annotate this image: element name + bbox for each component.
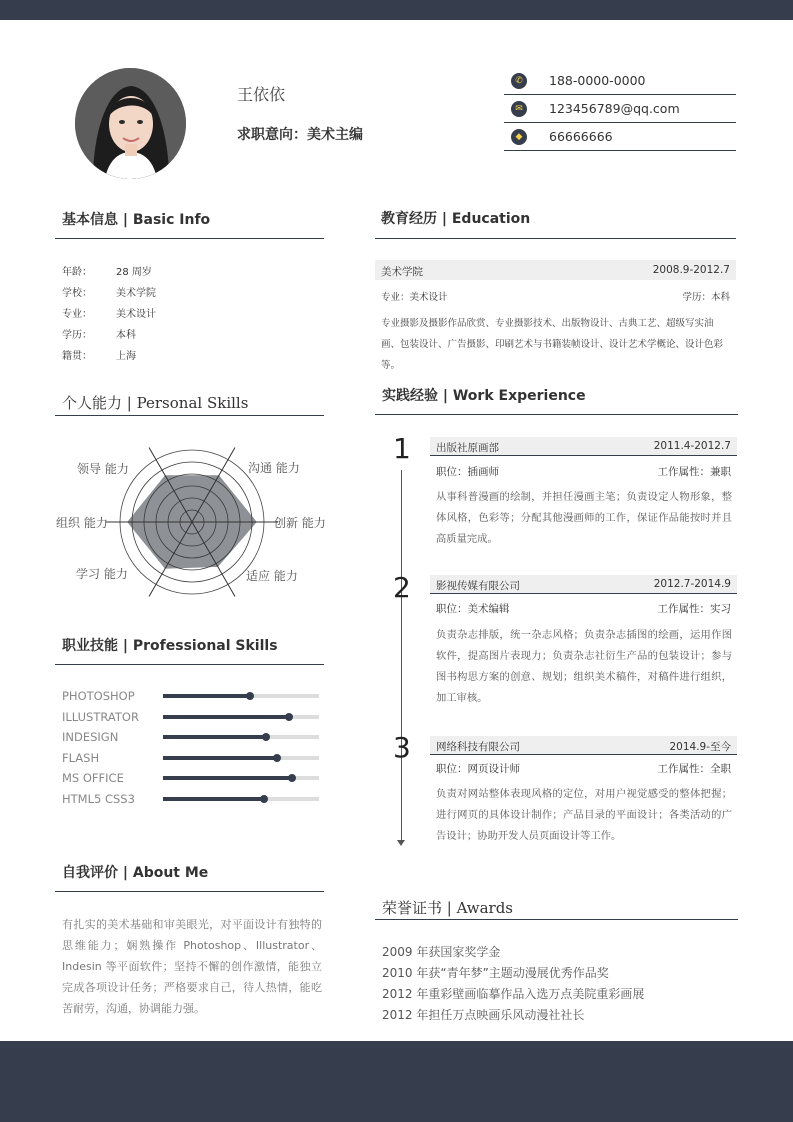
about-text: 有扎实的美术基础和审美眼光，对平面设计有独特的思维能力；娴熟操作 Photoshop、Illustrator、Indesin 等平面软件；坚持不懈的创作激情，能独立完成各项设计任务；严格要求自己，待人热情，能吃苦耐劳，沟通，协调能力强。 [62,918,322,1015]
skill-bar-fill [163,776,292,780]
info-value: 美术设计 [116,309,156,320]
job-type: 工作属性：实习 [657,603,731,615]
awards-title: 荣誉证书 | Awards [382,899,514,917]
personal-skills-rule [55,415,324,416]
info-key: 专业： [62,309,92,320]
education-rule [375,238,736,239]
info-key: 籍贯： [62,351,92,362]
qq-icon: ◆ [511,129,527,145]
info-value: 本科 [116,330,136,341]
job-description: 从事科普漫画的绘制，并担任漫画主笔；负责设定人物形象，整体风格，色彩等；分配其他漫画师的工作，保证作品能按时并且高质量完成。 [436,491,732,545]
skill-bar-fill [163,756,277,760]
info-value: 28 周岁 [116,267,152,278]
job-description: 负责杂志排版，统一杂志风格；负责杂志插图的绘画，运用作图软件，提高图片表现力；负责杂志社衍生产品的包装设计；参与图书构思方案的创意、规划；组织美术稿件，对稿件进行组织，加工审核。 [436,629,732,704]
skill-bar [163,715,319,719]
info-value: 美术学院 [116,288,156,299]
award-item: 2010 年获“青年梦”主题动漫展优秀作品奖 [382,966,609,980]
skill-bar [163,735,319,739]
mail-icon: ✉ [511,101,527,117]
education-major-line [381,289,730,303]
info-row-hometown [62,347,262,368]
job-period: 2011.4-2012.7 [653,440,731,452]
job-role: 职位：网页设计师 [436,763,520,775]
avatar [75,68,186,179]
job-period: 2014.9-至今 [669,741,731,753]
radar-label-adaptability: 适应 能力 [246,569,298,583]
info-key: 学历： [62,330,92,341]
job-number: 1 [393,432,411,465]
job-number: 2 [393,571,411,604]
skill-bar-knob [246,692,254,700]
skill-bar-fill [163,715,289,719]
basic-info-title: 基本信息 | Basic Info [62,212,211,228]
job-role-line [436,601,731,616]
skill-bar-knob [273,754,281,762]
skill-name: HTML5 CSS3 [62,792,135,806]
info-row-age [62,263,262,284]
job-role-line [436,464,731,479]
timeline-arrow-icon [397,840,405,846]
skill-bar-fill [163,735,266,739]
top-bar [0,0,793,20]
job-company: 网络科技有限公司 [436,741,520,753]
basic-info-rule [55,238,324,239]
radar-label-leadership: 领导 能力 [77,462,129,476]
skill-bar-knob [262,733,270,741]
education-description: 专业摄影及摄影作品欣赏、专业摄影技术、出版物设计、古典工艺、超级写实油画、包装设计、广告摄影、印刷艺术与书籍装帧设计、设计艺术学概论、设计色彩等。 [381,318,724,371]
radar-label-organization: 组织 能力 [56,516,108,530]
contact-email-text: 123456789@qq.com [549,101,680,116]
skill-name: ILLUSTRATOR [62,710,139,724]
skill-bar-knob [285,713,293,721]
job-role: 职位：美术编辑 [436,603,510,615]
work-rule [375,414,738,415]
avatar-image [75,68,186,179]
skill-bar-fill [163,797,264,801]
skill-name: FLASH [62,751,100,765]
info-row-school [62,284,262,305]
personal-skills-title: 个人能力 | Personal Skills [62,394,249,412]
skill-name: INDESIGN [62,730,119,744]
job-number: 3 [393,731,411,764]
candidate-name: 王依依 [237,85,286,104]
skill-bar-knob [288,774,296,782]
radar-label-learning: 学习 能力 [76,567,128,581]
job-bar [430,736,737,755]
awards-rule [375,919,738,920]
contact-qq-text: 66666666 [549,129,613,144]
skill-bar [163,756,319,760]
phone-icon: ✆ [511,73,527,89]
school-name: 美术学院 [381,266,423,278]
about-title: 自我评价 | About Me [62,865,209,881]
info-key: 学校： [62,288,92,299]
contact-email [504,96,736,123]
work-title: 实践经验 | Work Experience [382,388,586,404]
job-role: 职位：插画师 [436,466,499,478]
about-rule [55,891,324,892]
job-period: 2012.7-2014.9 [653,578,731,590]
skill-bar [163,797,319,801]
skill-name: MS OFFICE [62,771,124,785]
education-title: 教育经历 | Education [381,211,531,227]
skill-bar [163,694,319,698]
contact-qq [504,124,736,151]
professional-skills-rule [55,664,324,665]
job-bar [430,437,737,456]
award-item: 2012 年重彩壁画临摹作品入选万点美院重彩画展 [382,987,645,1001]
job-type: 工作属性：全职 [657,763,731,775]
info-key: 年龄： [62,267,92,278]
radar-label-innovation: 创新 能力 [274,516,326,530]
job-role-line [436,761,731,776]
education-bar [375,260,736,280]
skill-bar-knob [260,795,268,803]
education-degree: 学历：本科 [682,292,730,303]
info-row-degree [62,326,262,347]
info-value: 上海 [116,351,136,362]
contact-phone-text: 188-0000-0000 [549,73,646,88]
skill-bar-fill [163,694,250,698]
education-major: 专业：美术设计 [381,292,448,303]
footer-bar [0,1041,793,1122]
job-company: 出版社原画部 [436,442,499,454]
job-objective: 求职意向：美术主编 [237,127,363,143]
professional-skills-title: 职业技能 | Professional Skills [62,638,278,654]
radar-label-communication: 沟通 能力 [248,461,300,475]
job-bar [430,575,737,594]
job-description: 负责对网站整体表现风格的定位，对用户视觉感受的整体把握；进行网页的具体设计制作；产品目录的平面设计；各类活动的广告设计；协助开发人员页面设计等工作。 [436,788,732,842]
job-type: 工作属性：兼职 [657,466,731,478]
job-company: 影视传媒有限公司 [436,580,520,592]
skill-bar [163,776,319,780]
info-row-major [62,305,262,326]
timeline-line [401,470,402,842]
award-item: 2012 年担任万点映画乐风动漫社社长 [382,1008,585,1022]
education-period: 2008.9-2012.7 [652,264,730,276]
award-item: 2009 年获国家奖学金 [382,945,501,959]
contact-phone [504,68,736,95]
skill-name: PHOTOSHOP [62,689,135,703]
